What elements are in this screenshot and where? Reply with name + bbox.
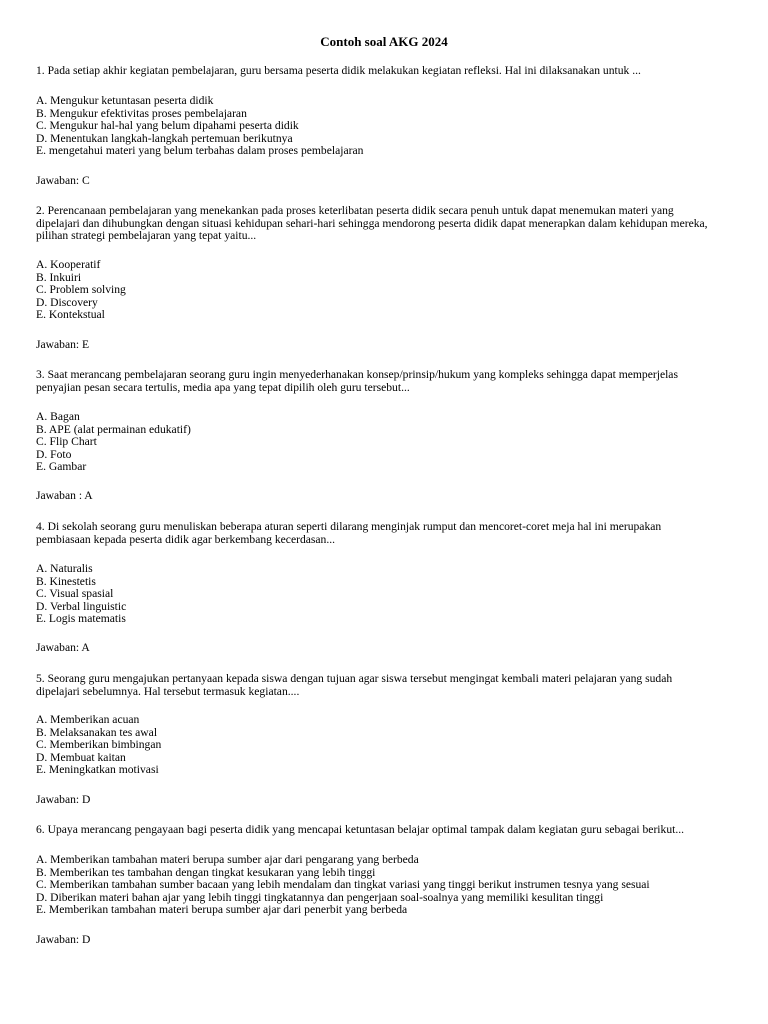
question-3-options: [36, 411, 736, 474]
question-2-answer: Jawaban: E: [36, 338, 90, 351]
option-b: B. APE (alat permainan edukatif): [36, 422, 191, 436]
question-4-answer: Jawaban: A: [36, 641, 90, 654]
option-d: D. Menentukan langkah-langkah pertemuan berikutnya: [36, 131, 293, 145]
question-4-text: 4. Di sekolah seorang guru menuliskan beberapa aturan seperti dilarang menginjak rumput dan mencoret-coret meja hal ini merupakan pembiasaan kepada peserta didik agar berkembang kecerdasan...: [36, 520, 662, 546]
option-b: B. Memberikan tes tambahan dengan tingkat kesukaran yang lebih tinggi: [36, 865, 376, 879]
option-e: E. Kontekstual: [36, 308, 105, 322]
question-5-options: [36, 714, 736, 777]
question-1-answer: Jawaban: C: [36, 174, 90, 187]
option-a: A. Bagan: [36, 410, 80, 423]
option-a: A. Naturalis: [36, 562, 93, 575]
option-d: D. Discovery: [36, 295, 98, 309]
option-b: B. Melaksanakan tes awal: [36, 725, 158, 739]
option-b: B. Inkuiri: [36, 270, 82, 284]
question-6-options: [36, 854, 736, 917]
option-c: C. Flip Chart: [36, 435, 97, 449]
question-2-text: 2. Perencanaan pembelajaran yang menekankan pada proses keterlibatan peserta didik secara penuh untuk dapat menemukan materi yang dipelajari dan dihubungkan dengan situasi kehidupan sehari-hari sehingga mendorong peserta didik dapat menerapkan dalam kehidupan mereka, pilihan strategi pembelajaran yang tepat yaitu...: [36, 204, 708, 243]
question-2-options: [36, 259, 736, 322]
option-a: A. Memberikan tambahan materi berupa sumber ajar dari pengarang yang berbeda: [36, 853, 419, 866]
option-c: C. Problem solving: [36, 283, 126, 297]
option-d: D. Diberikan materi bahan ajar yang lebih tinggi tingkatannya dan pengerjaan soal-soalnya yang memiliki kesulitan tinggi: [36, 890, 604, 904]
option-c: C. Memberikan bimbingan: [36, 738, 162, 752]
question-6-text: 6. Upaya merancang pengayaan bagi peserta didik yang mencapai ketuntasan belajar optimal tampak dalam kegiatan guru sebagai berikut...: [36, 823, 685, 836]
question-1-text: 1. Pada setiap akhir kegiatan pembelajaran, guru bersama peserta didik melakukan kegiatan refleksi. Hal ini dilaksanakan untuk ...: [36, 64, 641, 77]
question-1-options: [36, 95, 736, 158]
question-3-text: 3. Saat merancang pembelajaran seorang guru ingin menyederhanakan konsep/prinsip/hukum yang kompleks sehingga dapat memperjelas penyajian pesan secara tertulis, media apa yang tepat dipilih oleh guru tersebut...: [36, 368, 678, 394]
question-6-answer: Jawaban: D: [36, 933, 91, 946]
option-d: D. Foto: [36, 447, 72, 461]
option-d: D. Membuat kaitan: [36, 750, 126, 764]
option-a: A. Mengukur ketuntasan peserta didik: [36, 94, 214, 107]
option-c: C. Mengukur hal-hal yang belum dipahami peserta didik: [36, 119, 299, 133]
option-b: B. Kinestetis: [36, 574, 96, 588]
option-e: E. Logis matematis: [36, 612, 126, 626]
question-4-options: [36, 563, 736, 626]
question-5-answer: Jawaban: D: [36, 793, 91, 806]
option-a: A. Kooperatif: [36, 258, 101, 271]
option-e: E. Meningkatkan motivasi: [36, 763, 159, 777]
option-e: E. Gambar: [36, 460, 87, 474]
option-b: B. Mengukur efektivitas proses pembelajaran: [36, 106, 247, 120]
question-5-text: 5. Seorang guru mengajukan pertanyaan kepada siswa dengan tujuan agar siswa tersebut mengingat kembali materi pelajaran yang sudah dipelajari sebelumnya. Hal tersebut termasuk kegiatan....: [36, 672, 673, 698]
option-c: C. Visual spasial: [36, 587, 114, 601]
option-e: E. mengetahui materi yang belum terbahas dalam proses pembelajaran: [36, 144, 364, 158]
question-3-answer: Jawaban : A: [36, 489, 93, 502]
document-title: Contoh soal AKG 2024: [320, 34, 448, 49]
option-c: C. Memberikan tambahan sumber bacaan yang lebih mendalam dan tingkat variasi yang tinggi berikut instrumen tesnya yang sesuai: [36, 878, 650, 892]
option-e: E. Memberikan tambahan materi berupa sumber ajar dari penerbit yang berbeda: [36, 903, 408, 917]
option-a: A. Memberikan acuan: [36, 713, 140, 726]
option-d: D. Verbal linguistic: [36, 599, 127, 613]
